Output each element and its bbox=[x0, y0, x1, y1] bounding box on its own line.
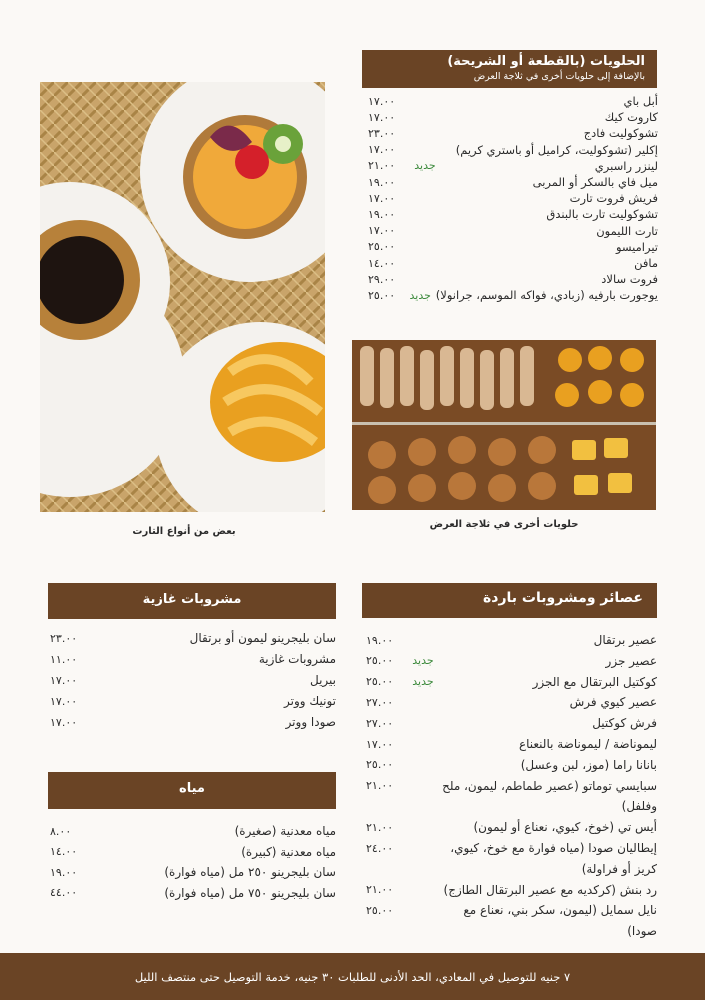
menu-item bbox=[366, 653, 657, 669]
menu-item-price: ٢٥.٠٠ bbox=[368, 288, 396, 302]
juices-header bbox=[362, 583, 657, 618]
new-badge: جديد bbox=[412, 654, 434, 668]
menu-item bbox=[368, 223, 658, 239]
menu-item bbox=[366, 882, 657, 898]
menu-item bbox=[366, 757, 657, 773]
menu-item-name: أيس تي (خوخ، كيوي، نعناع أو ليمون) bbox=[473, 820, 657, 835]
menu-item-name: عصير جزر bbox=[605, 653, 657, 668]
menu-item-name: كريز أو فراولة) bbox=[581, 861, 657, 876]
menu-item-name: سان بليجرينو ٧٥٠ مل (مياه فوارة) bbox=[164, 885, 336, 900]
menu-item bbox=[50, 844, 336, 860]
menu-item bbox=[366, 798, 657, 814]
menu-item-price: ٢٧.٠٠ bbox=[366, 695, 394, 709]
tarts-caption: بعض من أنواع التارت bbox=[132, 526, 236, 537]
menu-item-name: مافن bbox=[634, 256, 658, 270]
menu-item bbox=[50, 672, 336, 688]
menu-item-name: ميل فاي بالسكر أو المربى bbox=[532, 175, 658, 189]
menu-item-name: تارت الليمون bbox=[596, 223, 658, 238]
menu-item-name: مياه معدنية (كبيرة) bbox=[241, 844, 336, 859]
menu-item-price: ٢١.٠٠ bbox=[366, 820, 394, 834]
menu-item-name: تشوكوليت تارت بالبندق bbox=[546, 207, 658, 222]
menu-item-name: لينزر راسبري bbox=[594, 158, 658, 173]
menu-item bbox=[366, 694, 657, 710]
menu-item-name: مشروبات غازية bbox=[258, 652, 336, 666]
menu-item-price: ١٧.٠٠ bbox=[366, 737, 394, 751]
menu-item-name: فرش كوكتيل bbox=[592, 716, 657, 731]
menu-item-price: ١٧.٠٠ bbox=[50, 715, 78, 729]
menu-item bbox=[50, 864, 336, 880]
menu-item bbox=[366, 923, 657, 939]
juices-title: عصائر ومشروبات باردة bbox=[483, 590, 643, 606]
menu-item-name: مياه معدنية (صغيرة) bbox=[234, 824, 336, 838]
menu-item-name: وفلفل) bbox=[621, 799, 657, 814]
desserts-title: الحلويات (بالقطعة أو الشريحة) bbox=[447, 54, 645, 69]
menu-item-name: كاروت كيك bbox=[604, 110, 658, 125]
new-badge: جديد bbox=[412, 675, 434, 689]
menu-item-name: إيطاليان صودا (مياه فوارة مع خوخ، كيوي، bbox=[450, 841, 657, 855]
menu-item bbox=[50, 630, 336, 646]
soft-drinks-header bbox=[48, 583, 336, 619]
menu-item-name: رد بنش (كركديه مع عصير البرتقال الطازج) bbox=[443, 882, 657, 897]
menu-item-price: ٢١.٠٠ bbox=[366, 883, 394, 897]
menu-item-name: فريش فروت تارت bbox=[569, 191, 658, 206]
menu-item bbox=[366, 715, 657, 731]
menu-item-price: ١٧.٠٠ bbox=[368, 110, 396, 124]
desserts-header bbox=[362, 50, 657, 88]
menu-item-price: ٢٧.٠٠ bbox=[366, 716, 394, 730]
footer bbox=[0, 953, 705, 1000]
menu-item-price: ١٩.٠٠ bbox=[50, 865, 78, 879]
menu-item bbox=[50, 693, 336, 709]
menu-item-price: ١١.٠٠ bbox=[50, 652, 78, 666]
menu-item-price: ٢٥.٠٠ bbox=[366, 675, 394, 689]
display-photo bbox=[352, 340, 656, 510]
footer-text: ٧ جنيه للتوصيل في المعادي، الحد الأدنى للطلبات ٣٠ جنيه، خدمة التوصيل حتى منتصف الليل bbox=[134, 969, 571, 984]
menu-item-price: ٤٤.٠٠ bbox=[50, 886, 78, 899]
menu-item-name: فروت سالاد bbox=[601, 272, 658, 287]
menu-item-name: عصير كيوي فرش bbox=[569, 695, 657, 710]
menu-item-price: ٢٣.٠٠ bbox=[368, 126, 396, 140]
menu-item-price: ٢٥.٠٠ bbox=[368, 240, 396, 254]
display-caption: حلويات أخرى في ثلاجة العرض bbox=[429, 519, 579, 530]
menu-item-name: إكلير (تشوكوليت، كراميل أو باستري كريم) bbox=[455, 142, 658, 157]
menu-item bbox=[368, 255, 658, 271]
menu-item bbox=[368, 239, 658, 255]
menu-item bbox=[50, 714, 336, 730]
water-title: مياه bbox=[179, 781, 205, 796]
water-header bbox=[48, 772, 336, 809]
menu-item-price: ١٧.٠٠ bbox=[368, 224, 396, 238]
menu-item-price: ٢١.٠٠ bbox=[368, 159, 396, 173]
menu-item bbox=[366, 902, 657, 918]
menu-item-name: نايل سمايل (ليمون، سكر بني، نعناع مع bbox=[463, 903, 657, 918]
menu-item-name: ليموناضة / ليموناضة بالنعناع bbox=[518, 737, 657, 751]
menu-item-name: بانانا راما (موز، لبن وعسل) bbox=[520, 757, 657, 772]
menu-item-name: تونيك ووتر bbox=[284, 694, 336, 708]
menu-item bbox=[366, 674, 657, 690]
menu-item-price: ١٩.٠٠ bbox=[368, 207, 396, 221]
menu-item bbox=[368, 158, 658, 174]
menu-item-name: سبايسي توماتو (عصير طماطم، ليمون، ملح bbox=[442, 778, 657, 793]
menu-item-name: تشوكوليت فادج bbox=[583, 126, 658, 141]
desserts-subtitle: بالإضافة إلى حلويات أخرى في ثلاجة العرض bbox=[473, 71, 645, 82]
menu-item-price: ٢٥.٠٠ bbox=[366, 654, 394, 668]
menu-item-name: سان بليجرينو ليمون أو برتقال bbox=[189, 631, 336, 645]
menu-item-price: ٢٥.٠٠ bbox=[366, 758, 394, 772]
menu-item-name: بيريل bbox=[309, 673, 336, 687]
menu-item-price: ١٧.٠٠ bbox=[50, 673, 78, 687]
menu-item bbox=[368, 142, 658, 158]
menu-item-price: ٢٤.٠٠ bbox=[366, 841, 394, 855]
menu-item-price: ٢١.٠٠ bbox=[366, 779, 394, 793]
menu-item-price: ١٧.٠٠ bbox=[368, 191, 396, 205]
menu-item-name: صودا) bbox=[627, 924, 657, 939]
menu-item bbox=[366, 778, 657, 794]
menu-item-price: ١٧.٠٠ bbox=[368, 143, 396, 157]
soft-drinks-title: مشروبات غازية bbox=[142, 592, 242, 607]
menu-item bbox=[366, 840, 657, 856]
menu-item-name: أبل باي bbox=[623, 94, 658, 108]
menu-item bbox=[50, 823, 336, 839]
new-badge: جديد bbox=[414, 159, 436, 173]
menu-item bbox=[366, 632, 657, 648]
menu-item-price: ١٧.٠٠ bbox=[368, 94, 396, 108]
menu-item bbox=[50, 885, 336, 901]
menu-item-name: عصير برتقال bbox=[593, 633, 657, 647]
menu-item-price: ٢٣.٠٠ bbox=[50, 631, 78, 645]
menu-item-name: صودا ووتر bbox=[285, 715, 336, 729]
menu-item bbox=[366, 736, 657, 752]
menu-item bbox=[366, 819, 657, 835]
menu-item-name: يوجورت بارفيه (زبادي، فواكه الموسم، جرانولا) bbox=[435, 288, 658, 303]
menu-item-price: ١٤.٠٠ bbox=[368, 256, 396, 270]
menu-item bbox=[50, 651, 336, 667]
menu-item bbox=[366, 861, 657, 877]
menu-item-price: ٢٥.٠٠ bbox=[366, 903, 394, 917]
menu-item bbox=[368, 206, 658, 222]
tarts-photo bbox=[40, 82, 325, 512]
menu-item-name: تيراميسو bbox=[615, 239, 658, 254]
new-badge: جديد bbox=[409, 288, 431, 302]
menu-item-price: ٨.٠٠ bbox=[50, 824, 72, 838]
menu-item-price: ١٩.٠٠ bbox=[368, 175, 396, 189]
menu-item bbox=[368, 174, 658, 190]
menu-item bbox=[368, 190, 658, 206]
menu-item-price: ٢٩.٠٠ bbox=[368, 272, 396, 286]
menu-item bbox=[368, 287, 658, 303]
menu-item bbox=[368, 271, 658, 287]
menu-item bbox=[368, 109, 658, 125]
menu-item bbox=[368, 125, 658, 141]
menu-item-price: ١٤.٠٠ bbox=[50, 845, 78, 858]
menu-item-name: كوكتيل البرتقال مع الجزر bbox=[532, 674, 657, 689]
menu-item bbox=[368, 93, 658, 109]
menu-item-price: ١٩.٠٠ bbox=[366, 633, 394, 647]
menu-item-name: سان بليجرينو ٢٥٠ مل (مياه فوارة) bbox=[164, 865, 336, 879]
menu-item-price: ١٧.٠٠ bbox=[50, 694, 78, 708]
